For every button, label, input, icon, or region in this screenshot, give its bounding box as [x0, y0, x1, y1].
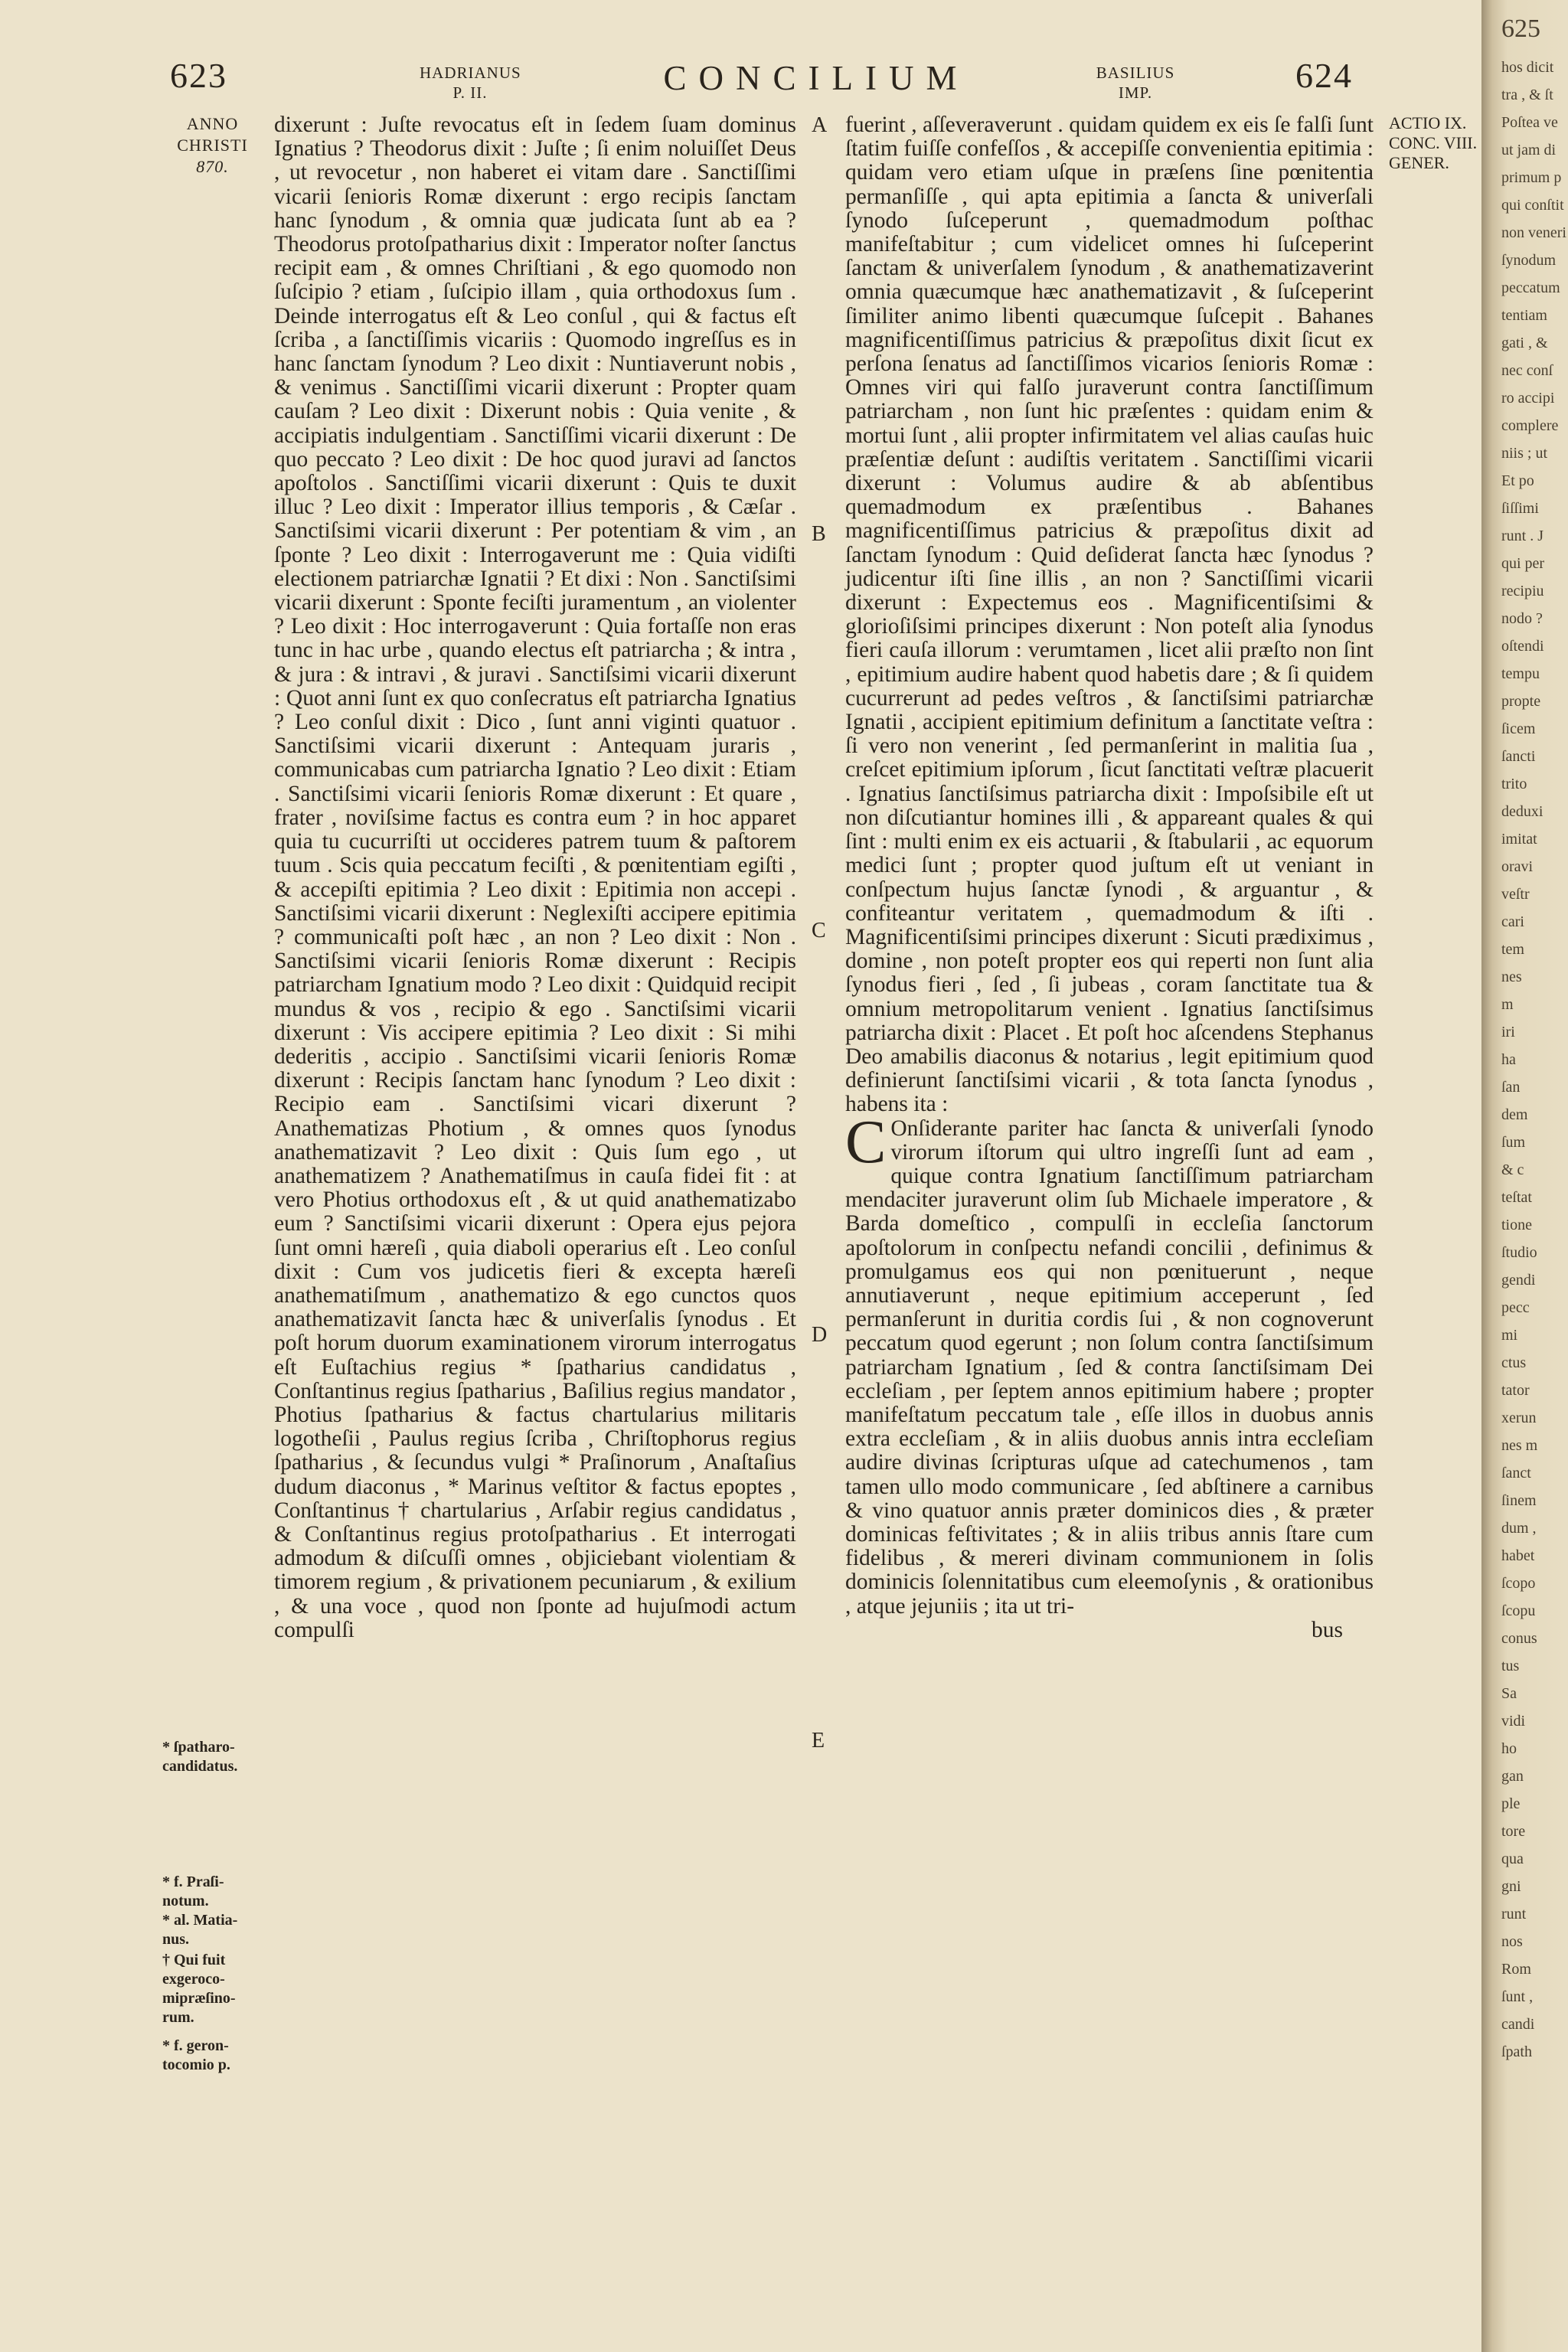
next-page-fragment: ro accipi [1501, 390, 1555, 407]
next-page-fragment: & c [1501, 1161, 1524, 1178]
next-page-fragment: pecc [1501, 1299, 1530, 1316]
margin-note-gerontocomio [162, 2037, 262, 2075]
next-page-fragment: oſtendi [1501, 638, 1544, 655]
next-page-fragment: runt [1501, 1906, 1527, 1922]
margin-note-line: exgeroco- [162, 1971, 225, 1988]
next-page-fragment: tus [1501, 1658, 1520, 1674]
next-page-fragment: ſiſſimi [1501, 500, 1539, 517]
next-page-fragment: nodo ? [1501, 610, 1543, 627]
next-page-fragment: deduxi [1501, 803, 1544, 820]
year-label-anno: ANNO [186, 114, 239, 133]
next-page-fragment: gati , & [1501, 335, 1548, 351]
next-page-fragment: tentiam [1501, 307, 1547, 324]
next-page-fragment: habet [1501, 1547, 1535, 1564]
margin-note-line: * f. geron- [162, 2037, 229, 2054]
next-page-fragment: cari [1501, 913, 1524, 930]
next-page-fragment: nos [1501, 1933, 1523, 1950]
left-page-number: 623 [170, 56, 227, 95]
next-page-fragment: imitat [1501, 831, 1537, 848]
section-marker-b: B [812, 522, 826, 546]
next-page-fragment: iri [1501, 1024, 1515, 1040]
next-page-fragment: nes m [1501, 1437, 1538, 1454]
right-column-text [845, 113, 1374, 1642]
next-page-fragment: ſicem [1501, 720, 1536, 737]
right-page-number: 624 [1295, 56, 1353, 95]
decree-paragraph [845, 1108, 1374, 1619]
next-page-fragment: dem [1501, 1106, 1528, 1123]
year-margin-note [165, 113, 260, 178]
next-page-fragment: qua [1501, 1851, 1524, 1867]
next-page-fragment: complere [1501, 417, 1559, 434]
next-page-fragment: ſcopo [1501, 1575, 1536, 1592]
next-page-fragment: ut jam di [1501, 142, 1557, 158]
next-page-fragment: non veneri [1501, 224, 1566, 241]
next-page-fragment: tem [1501, 941, 1524, 958]
next-page-fragment: ſpath [1501, 2043, 1532, 2060]
drop-capital: C [845, 1108, 887, 1176]
next-page-fragment: tempu [1501, 665, 1540, 682]
margin-note-line: * ſpatharo- [162, 1739, 235, 1756]
year-number: 870. [196, 157, 229, 176]
page-title: CONCILIUM [663, 59, 969, 97]
next-page-fragment: dum , [1501, 1520, 1537, 1537]
margin-note-line: † Qui fuit [162, 1952, 226, 1968]
next-page-fragment: ſinem [1501, 1492, 1537, 1509]
margin-note-line: * f. Praſi- [162, 1873, 224, 1890]
section-marker-e: E [812, 1729, 825, 1753]
next-page-fragment: ſum [1501, 1134, 1526, 1151]
next-page-fragment: nes [1501, 969, 1522, 985]
next-page-fragment: niis ; ut [1501, 445, 1548, 462]
next-page-fragment: ſan [1501, 1079, 1521, 1096]
next-page-number: 625 [1501, 15, 1540, 43]
next-page-fragment: ho [1501, 1740, 1517, 1757]
running-head-emperor-title: IMP. [1118, 83, 1153, 102]
next-page-fragment: conus [1501, 1630, 1537, 1647]
next-page-fragment: Poſtea ve [1501, 114, 1558, 131]
next-page-fragment: ſunt , [1501, 1988, 1534, 2005]
margin-note-qui-fuit [162, 1951, 262, 2027]
next-page-fragment: Et po [1501, 472, 1534, 489]
margin-note-line: rum. [162, 2009, 194, 2026]
next-page-fragment: gni [1501, 1878, 1521, 1895]
next-page-fragment: ſcopu [1501, 1602, 1536, 1619]
next-page-fragment: qui conſtit [1501, 197, 1564, 214]
next-page-fragment: tione [1501, 1217, 1532, 1233]
next-page-fragment: propte [1501, 693, 1541, 710]
margin-note-line: notum. [162, 1893, 209, 1909]
next-page-fragment: candi [1501, 2016, 1535, 2033]
actio-label: ACTIO IX. [1389, 113, 1467, 132]
council-label: CONC. VIII. [1389, 133, 1478, 152]
margin-note-line: mipræſino- [162, 1990, 236, 2007]
decree-text: Onſiderante pariter hac ſancta & univerſali ſynodo virorum iſtorum qui ultro ingreſſi ſunt ad eam , quique contra Ignatium ſanctiſſimum patriarcham mendaciter juraverunt olim ſub Michaele imperatore , & Barda domeſtico , compulſi in eccleſia ſanctorum apoſtolorum in conſpectu nefandi concilii , definimus & promulgamus eos qui non pœnituerunt , neque annutiaverunt , neque epitimium acceperunt , ſed permanſerunt in duritia cordis ſui , & non cognoverunt peccatum quod egerunt ; non ſolum contra ſanctiſsimum patriarcham Ignatium , ſed & contra ſanctiſsimam Dei eccleſiam , per ſeptem annos epitimium habere ; propter manifeſtatum peccatum tale , eſſe illos in duobus annis extra eccleſiam , & in aliis duobus annis intra eccleſiam audire divinas ſcripturas uſque ad catechumenos , tam tamen ullo modo communicare , ſed abſtinere a carnibus & vino quatuor annis præter dominicos dies , & præter dominicas feſtivitates ; & in aliis tribus annis ſtare cum fidelibus , & mereri divinam communionem in ſolis dominicis ſolennitatibus cum eleemoſynis , & orationibus , atque jejuniis ; ita ut tri- [845, 1116, 1374, 1619]
next-page-fragment: ſanct [1501, 1465, 1531, 1481]
next-page-fragment: hos dicit [1501, 59, 1554, 76]
next-page-fragment: recipiu [1501, 583, 1544, 599]
margin-note-line: tocomio p. [162, 2056, 230, 2073]
next-page-fragment: Rom [1501, 1961, 1531, 1978]
catchword: bus [1312, 1617, 1343, 1642]
next-page-fragment: tator [1501, 1382, 1530, 1399]
next-page-fragment: qui per [1501, 555, 1545, 572]
running-head-pope [420, 63, 521, 103]
general-label: GENER. [1389, 153, 1449, 172]
next-page-fragment: m [1501, 996, 1514, 1013]
next-page-fragment: ple [1501, 1795, 1521, 1812]
next-page-fragment: veſtr [1501, 886, 1530, 903]
next-page-fragment: Sa [1501, 1685, 1517, 1702]
next-page-fragment: peccatum [1501, 279, 1560, 296]
margin-note-prasinorum [162, 1873, 262, 1911]
next-page-fragment: ſynodum [1501, 252, 1557, 269]
next-page-fragment: ſancti [1501, 748, 1536, 765]
next-page-fragment: gan [1501, 1768, 1524, 1785]
next-page-fragment: gendi [1501, 1272, 1536, 1289]
margin-note-matianus [162, 1911, 262, 1949]
next-page-edge [1481, 0, 1568, 2352]
next-page-fragment: teſtat [1501, 1189, 1532, 1206]
next-page-fragment: trito [1501, 776, 1527, 792]
year-label-christi: CHRISTI [177, 136, 248, 155]
next-page-fragment: tore [1501, 1823, 1526, 1840]
next-page-fragment: runt . J [1501, 528, 1544, 544]
section-marker-d: D [812, 1323, 828, 1347]
next-page-fragment: nec conſ [1501, 362, 1553, 379]
next-page-fragment: ſtudio [1501, 1244, 1537, 1261]
margin-note-line: * al. Matia- [162, 1912, 238, 1929]
margin-note-line: candidatus. [162, 1758, 238, 1775]
next-page-fragment: tra , & ſt [1501, 87, 1553, 103]
running-head-emperor-name: BASILIUS [1096, 64, 1175, 82]
margin-note-line: nus. [162, 1931, 190, 1948]
left-column-text [274, 113, 796, 1642]
next-page-fragment: mi [1501, 1327, 1518, 1344]
running-head-pope-name: HADRIANUS [420, 64, 521, 82]
next-page-fragment: ctus [1501, 1354, 1527, 1371]
next-page-fragment: ha [1501, 1051, 1516, 1068]
section-marker-c: C [812, 919, 826, 942]
next-page-fragment: oravi [1501, 858, 1534, 875]
margin-note-spatharo [162, 1738, 262, 1776]
next-page-fragment: primum p [1501, 169, 1562, 186]
next-page-fragment: xerun [1501, 1410, 1537, 1426]
next-page-fragment: vidi [1501, 1713, 1526, 1730]
running-head-emperor [1093, 63, 1178, 103]
section-marker-a: A [812, 113, 828, 137]
left-column-paragraph: dixerunt : Juſte revocatus eſt in ſedem ſuam dominus Ignatius ? Theodorus dixit : Juſte ; ſi enim noluiſſet Deus , ut revocetur , non haberet ei vitam dare . Sanctiſſimi vicarii ſenioris Romæ dixerunt : ergo recipis ſanctam hanc ſynodum , & omnia quæ judicata ſunt ab ea ? Theodorus protoſpatharius dixit : Imperator noſter ſanctus recipit eam , & omnes Chriſtiani , & ego quomodo non ſuſcipio ? etiam , ſuſcipio illam , quia orthodoxus ſum . Deinde interrogatus eſt & Leo conſul , qui & factus eſt ſcriba , a ſanctiſſimis vicariis : Quomodo ingreſſus es in hanc ſanctam ſynodum ? Leo dixit : Nuntiaverunt nobis , & venimus . Sanctiſſimi vicarii dixerunt : Propter quam cauſam ? Leo dixit : Dixerunt nobis : Quia venite , & accipiatis indulgentiam . Sanctiſſimi vicarii dixerunt : De quo peccato ? Leo dixit : De hoc quod juravi ad ſanctos apoſtolos . Sanctiſſimi vicarii dixerunt : Quis te duxit illuc ? Leo dixit : Imperator illius temporis , & Cæſar . Sanctiſsimi vicarii dixerunt : Per potentiam & vim , an ſponte ? Leo dixit : Interrogaverunt me : Quia vidiſti electionem patriarchæ Ignatii ? Et dixi : Non . Sanctiſsimi vicarii dixerunt : Sponte feciſti juramentum , an violenter ? Leo dixit : Hoc interrogaverunt : Quia fortaſſe non eras tunc in hac urbe , quando electus eſt patriarcha ; & intra , & jura : & intravi , & juravi . Sanctiſsimi vicarii dixerunt : Quot anni ſunt ex quo conſecratus eſt patriarcha Ignatius ? Leo conſul dixit : Dico , ſunt anni viginti quatuor . Sanctiſsimi vicarii dixerunt : Antequam juraris , communicabas cum patriarcha Ignatio ? Leo dixit : Etiam . Sanctiſsimi vicarii ſenioris Romæ dixerunt : Et quare , frater , noviſsime factus es contra eum ? in hoc apparet quia tu cucurriſti ut occideres patrem tuum & paſtorem tuum . Scis quia peccatum feciſti , & pœnitentiam egiſti , & accepiſti epitimia ? Leo dixit : Epitimia non accepi . Sanctiſsimi vicarii dixerunt : Neglexiſti accipere epitimia ? communicaſti poſt hæc , an non ? Leo dixit : Non . Sanctiſsimi vicarii ſenioris Romæ dixerunt : Recipis patriarcham Ignatium modo ? Leo dixit : Quidquid recipit mundus & vos , recipio & ego . Sanctiſsimi vicarii dixerunt : Vis accipere epitimia ? Leo dixit : Si mihi dederitis , accipio . Sanctiſsimi vicarii ſenioris Romæ dixerunt : Recipis ſanctam hanc ſynodum ? Leo dixit : Recipio eam . Sanctiſsimi vicari dixerunt ? Anathematizas Photium , & omnes quos ſynodus anathematizavit ? Leo dixit : Quis ſum ego , ut anathematizem ? Anathematiſmus in cauſa fidei fit : at vero Photius orthodoxus eſt , & ut quid anathematizabo eum ? Sanctiſsimi vicarii dixerunt : Opera ejus pejora ſunt omni hæreſi , quia diaboli operarius eſt . Leo conſul dixit : Cum vos judicetis fieri & excepta hæreſi anathematiſmum , anathematizo & ego cunctos quos anathematizavit ſancta hæc & univerſalis ſynodus . Et poſt horum duorum examinationem virorum interrogatus eſt Euſtachius regius * ſpatharius candidatus , Conſtantinus regius ſpatharius , Baſilius regius mandator , Photius ſpatharius & factus chartularius militaris logotheſii , Paulus regius ſcriba , Chriſtophorus regius ſpatharius , & ſecundus vulgi * Praſinorum , Anaſtaſius dudum diaconus , * Marinus veſtitor & factus epoptes , Conſtantinus † chartularius , Arſabir regius candidatus , & Conſtantinus regius protoſpatharius . Et interrogati admodum & diſcuſſi omnes , objiciebant violentiam & timorem regium , & privationem pecuniarum , & exilium , & una voce , quod non ſponte ad hujuſmodi actum compulſi [274, 113, 796, 1642]
running-head-pope-number: P. II. [452, 83, 488, 102]
right-column-paragraph-1: fuerint , aſſeveraverunt . quidam quidem ex eis ſe falſi ſunt ſtatim fuiſſe confeſſos , & accepiſſe convenientia epitimia : quidam vero etiam uſque in præſens ſine pœnitentia permanſiſſe , qui apta epitimia a ſancta & univerſali ſynodo ſuſceperunt , quemadmodum poſthac manifeſtabitur ; cum videlicet omnes hi ſuſceperint ſanctam & univerſalem ſynodum , & anathematizaverint omnia quæcumque hæc anathematizavit , & ſuſceperint ſimiliter animo libenti quæcumque ſuſcepit . Bahanes magnificentiſſimus patricius & præpoſitus dixit ſicut ex perſona ſenatus ad ſanctiſſimos vicarios ſenioris Romæ : Omnes viri qui falſo juraverunt contra ſanctiſſimum patriarcham , non ſunt hic præſentes : quidam enim & mortui ſunt , alii propter infirmitatem vel alias cauſas huic præſentiæ deſunt : audiſtis veritatem . Sanctiſſimi vicarii dixerunt : Volumus audire & ab abſentibus quemadmodum ex præſentibus . Bahanes magnificentiſſimus patricius & præpoſitus dixit ad ſanctam ſynodum : Quid deſiderat ſancta hæc ſynodus ? judicentur iſti ſine illis , an non ? Sanctiſſimi vicarii dixerunt : Expectemus eos . Magnificentiſsimi & glorioſiſsimi principes dixerunt : Non poteſt alia ſynodus fieri cauſa illorum : verumtamen , licet alii præſto non ſint , epitimium audire habent quod habetis dare ; & ſi quidem cucurrerunt ad pedes veſtros , & ſanctiſsimi patriarchæ Ignatii , accipient epitimium definitum a ſanctitate veſtra : ſi vero non venerint , ſed permanſerint in malitia ſua , creſcet epitimium ipſorum , ſicut ſanctitati veſtræ placuerit . Ignatius ſanctiſsimus patriarcha dixit : Impoſsibile eſt ut non diſcutiantur homines illi , & appareant quales & qui ſint : multi enim ex eis actuarii , & ſtabularii , ac equorum medici ſunt ; propter quod juſtum eſt ut veniant in conſpectum hujus ſanctæ ſynodi , & arguantur , & confiteantur veritatem , quemadmodum & iſti . Magnificentiſsimi principes dixerunt : Sicuti prædiximus , domine , non poteſt propter eos qui reperti non ſunt alia ſynodus fieri , ſed , ſi jubeas , coram ſanctitate tua & omnium metropolitarum venient . Ignatius ſanctiſsimus patriarcha dixit : Placet . Et poſt hoc aſcendens Stephanus Deo amabilis diaconus & notarius , legit epitimium quod definierunt ſanctiſsimi vicarii , & tota ſancta ſynodus , habens ita : [845, 113, 1374, 1117]
actio-margin-note [1389, 113, 1481, 173]
